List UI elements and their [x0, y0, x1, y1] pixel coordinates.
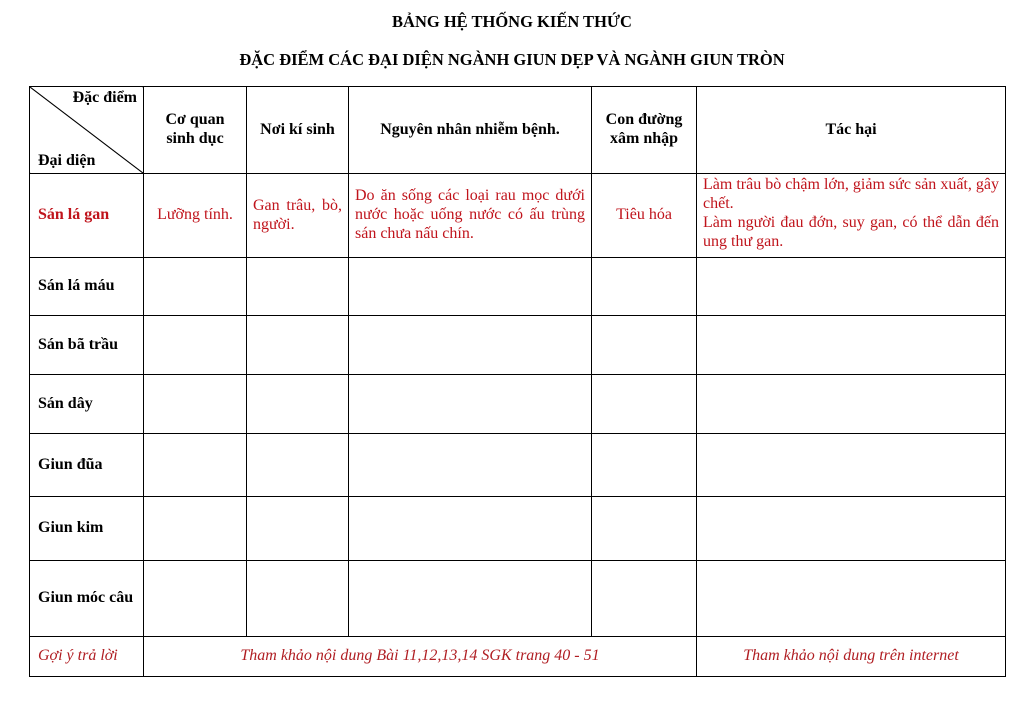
empty-cell	[144, 561, 247, 637]
empty-cell	[592, 497, 697, 561]
empty-cell	[349, 497, 592, 561]
empty-cell	[349, 258, 592, 316]
empty-cell	[697, 258, 1006, 316]
empty-cell	[349, 561, 592, 637]
document-subtitle: ĐẶC ĐIỂM CÁC ĐẠI DIỆN NGÀNH GIUN DẸP VÀ NGÀNH GIUN TRÒN	[239, 50, 785, 69]
empty-cell	[697, 434, 1006, 497]
empty-cell	[247, 497, 349, 561]
empty-cell	[697, 497, 1006, 561]
table-header-row	[30, 87, 1006, 174]
row-label: Giun đũa	[30, 434, 144, 497]
cell-parasitic-site: Gan trâu, bò, người.	[247, 174, 349, 258]
row-label: Giun móc câu	[30, 561, 144, 637]
header-reproductive-organ: Cơ quan sinh dục	[144, 87, 247, 174]
header-parasitic-site: Nơi kí sinh	[247, 87, 349, 174]
empty-cell	[144, 375, 247, 434]
row-label: Sán lá gan	[30, 174, 144, 258]
empty-cell	[247, 316, 349, 375]
empty-cell	[349, 316, 592, 375]
document-title: BẢNG HỆ THỐNG KIẾN THỨC	[392, 12, 632, 31]
cell-entry-route: Tiêu hóa	[592, 174, 697, 258]
empty-cell	[349, 434, 592, 497]
harm-livestock: Làm trâu bò chậm lớn, giảm sức sản xuất, gây chết.	[703, 176, 999, 212]
header-entry-route: Con đường xâm nhập	[592, 87, 697, 174]
table-row	[30, 375, 1006, 434]
empty-cell	[247, 434, 349, 497]
empty-cell	[697, 375, 1006, 434]
header-harm: Tác hại	[697, 87, 1006, 174]
empty-cell	[349, 375, 592, 434]
cell-infection-cause: Do ăn sống các loại rau mọc dưới nước hoặc uống nước có ấu trùng sán chưa nấu chín.	[349, 174, 592, 258]
empty-cell	[592, 434, 697, 497]
corner-label-top: Đặc điểm	[72, 89, 137, 106]
header-infection-cause: Nguyên nhân nhiễm bệnh.	[349, 87, 592, 174]
cell-reproductive-organ: Lưỡng tính.	[144, 174, 247, 258]
table-row	[30, 174, 1006, 258]
corner-label-bottom: Đại diện	[38, 152, 96, 170]
hint-reference-internet: Tham khảo nội dung trên internet	[697, 637, 1006, 677]
knowledge-table	[29, 86, 1006, 677]
hint-row	[30, 637, 1006, 677]
empty-cell	[247, 375, 349, 434]
empty-cell	[144, 497, 247, 561]
table-row	[30, 497, 1006, 561]
empty-cell	[592, 258, 697, 316]
harm-human: Làm người đau đớn, suy gan, có thể dẫn đến ung thư gan.	[703, 213, 999, 250]
empty-cell	[592, 561, 697, 637]
row-label: Sán dây	[30, 375, 144, 434]
row-label: Sán lá máu	[30, 258, 144, 316]
empty-cell	[697, 561, 1006, 637]
hint-reference-textbook: Tham khảo nội dung Bài 11,12,13,14 SGK trang 40 - 51	[144, 637, 697, 677]
empty-cell	[144, 316, 247, 375]
table-row	[30, 258, 1006, 316]
hint-label: Gợi ý trả lời	[30, 637, 144, 677]
row-label: Giun kim	[30, 497, 144, 561]
empty-cell	[144, 258, 247, 316]
empty-cell	[247, 258, 349, 316]
empty-cell	[592, 375, 697, 434]
table-row	[30, 316, 1006, 375]
row-label: Sán bã trầu	[30, 316, 144, 375]
empty-cell	[592, 316, 697, 375]
table-row	[30, 561, 1006, 637]
header-corner-cell	[30, 87, 144, 174]
empty-cell	[697, 316, 1006, 375]
empty-cell	[247, 561, 349, 637]
empty-cell	[144, 434, 247, 497]
table-row	[30, 434, 1006, 497]
cell-harm	[697, 174, 1006, 258]
